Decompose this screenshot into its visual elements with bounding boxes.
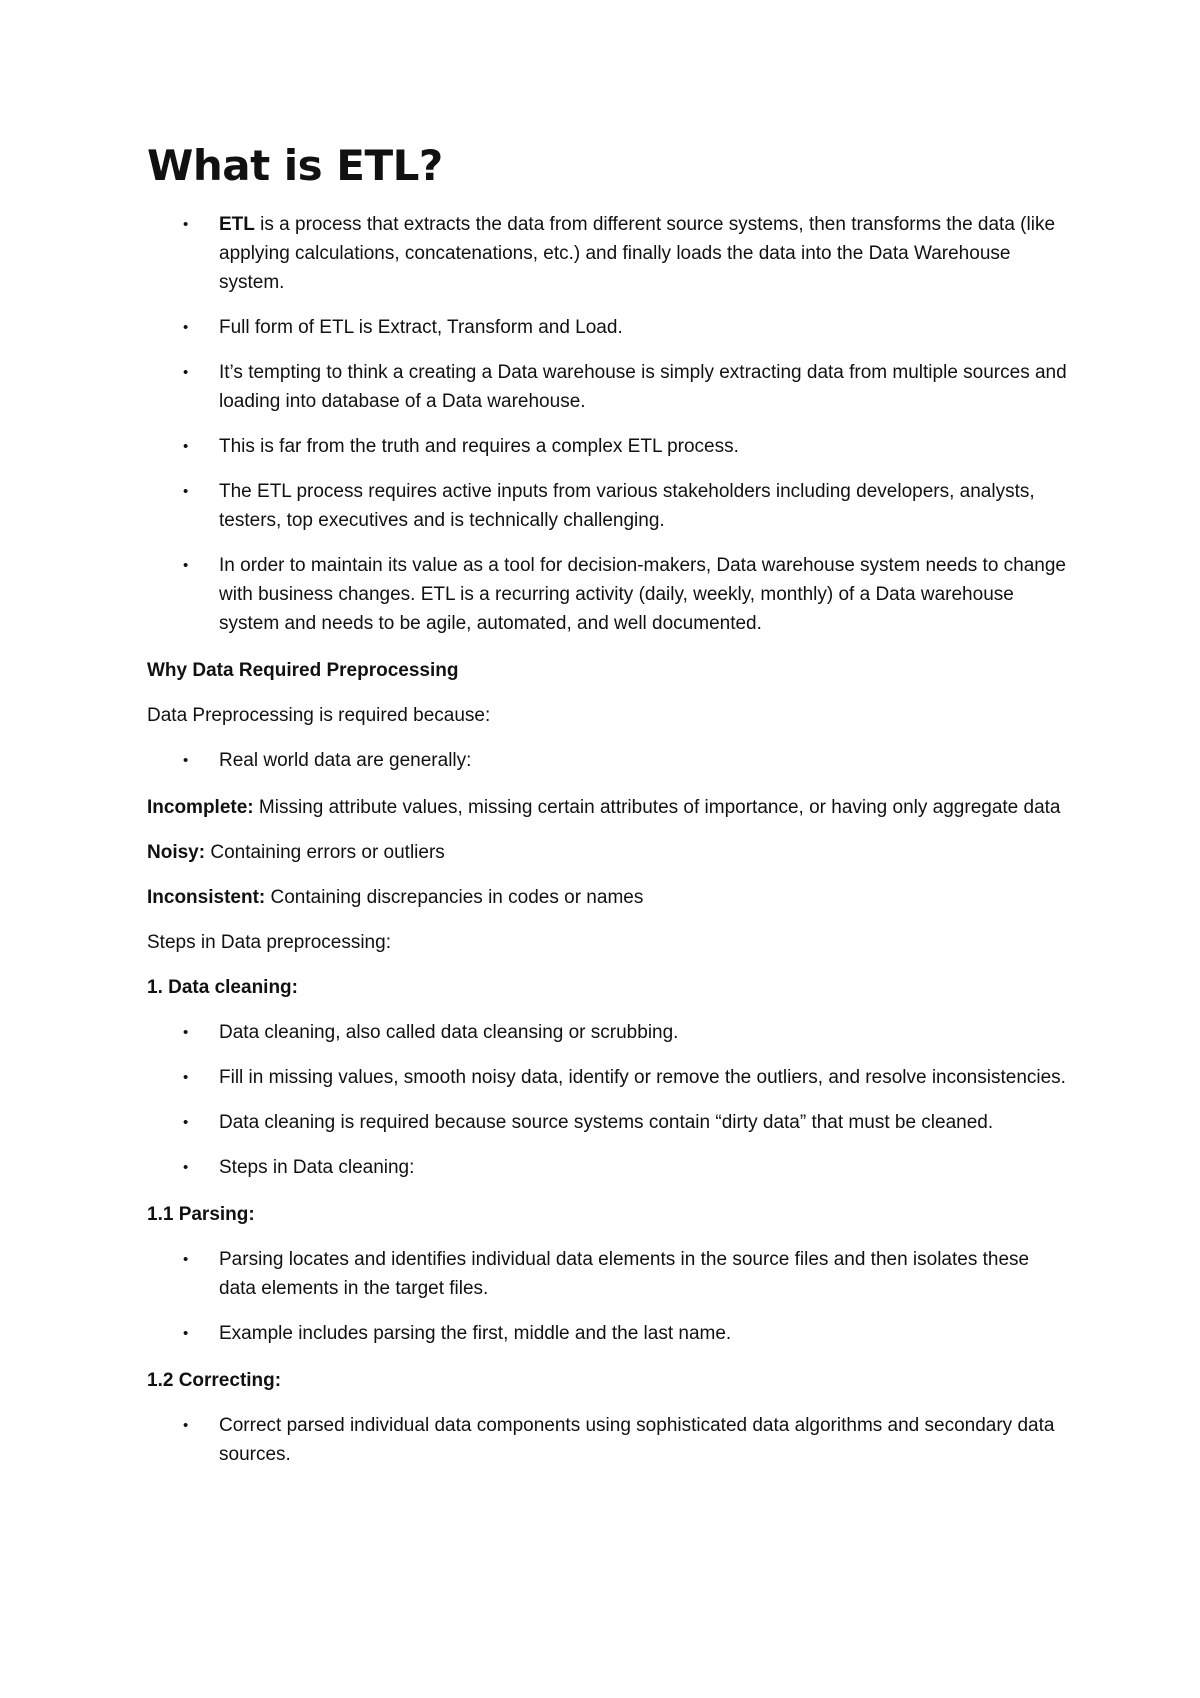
- section-heading-preprocessing: Why Data Required Preprocessing: [147, 660, 459, 681]
- list-item: [147, 551, 1067, 638]
- list-item: • Fill in missing values, smooth noisy data, identify or remove the outliers, and resolve inconsistencies.: [147, 1063, 1067, 1092]
- list-item: [147, 477, 1067, 535]
- list-item: [147, 432, 1067, 461]
- preprocessing-bullet-list: [147, 746, 1067, 775]
- definition-term: Incomplete:: [147, 797, 254, 818]
- list-item: • Parsing locates and identifies individual data elements in the source files and then isolates these data elements in the target files.: [147, 1245, 1067, 1303]
- section-heading-parsing: 1.1 Parsing:: [147, 1204, 255, 1225]
- document-page: [147, 138, 1067, 1487]
- list-item: • Steps in Data cleaning:: [147, 1153, 1067, 1182]
- list-item: • Data cleaning, also called data cleansing or scrubbing.: [147, 1018, 1067, 1047]
- definition-incomplete: [147, 793, 1067, 822]
- bullet-text: It’s tempting to think a creating a Data warehouse is simply extracting data from multiple sources and loading into database of a Data warehouse.: [219, 362, 1067, 412]
- definition-term: Inconsistent:: [147, 887, 266, 908]
- section-heading-data-cleaning: 1. Data cleaning:: [147, 977, 298, 998]
- cleaning-bullet-list: [147, 1018, 1067, 1182]
- correcting-bullet-list: [147, 1411, 1067, 1469]
- bullet-text: Full form of ETL is Extract, Transform and Load.: [219, 317, 623, 338]
- preprocessing-intro: Data Preprocessing is required because:: [147, 705, 491, 726]
- parsing-bullet-list: [147, 1245, 1067, 1348]
- bullet-lead: ETL: [219, 214, 255, 235]
- definition-text: Containing discrepancies in codes or names: [265, 887, 644, 908]
- page-title: What is ETL?: [147, 141, 443, 190]
- list-item: [147, 358, 1067, 416]
- section-heading-correcting: 1.2 Correcting:: [147, 1370, 282, 1391]
- bullet-text: In order to maintain its value as a tool for decision-makers, Data warehouse system needs to change with business changes. ETL is a recurring activity (daily, weekly, monthly) of a Data warehouse system and needs to be agile, automated, and well documented.: [219, 555, 1066, 634]
- definition-noisy: [147, 838, 1067, 867]
- list-item: [147, 313, 1067, 342]
- list-item: • Real world data are generally:: [147, 746, 1067, 775]
- list-item: • Example includes parsing the first, middle and the last name.: [147, 1319, 1067, 1348]
- definition-term: Noisy:: [147, 842, 206, 863]
- bullet-text: The ETL process requires active inputs from various stakeholders including developers, analysts, testers, top executives and is technically challenging.: [219, 481, 1035, 531]
- list-item: • Correct parsed individual data components using sophisticated data algorithms and secondary data sources.: [147, 1411, 1067, 1469]
- list-item: • Data cleaning is required because source systems contain “dirty data” that must be cleaned.: [147, 1108, 1067, 1137]
- steps-intro: Steps in Data preprocessing:: [147, 932, 391, 953]
- bullet-text: This is far from the truth and requires a complex ETL process.: [219, 436, 739, 457]
- etl-bullet-list: [147, 210, 1067, 638]
- list-item: [147, 210, 1067, 297]
- definition-text: Missing attribute values, missing certain attributes of importance, or having only aggregate data: [253, 797, 1061, 818]
- definition-text: Containing errors or outliers: [205, 842, 445, 863]
- definition-inconsistent: [147, 883, 1067, 912]
- bullet-text: is a process that extracts the data from different source systems, then transforms the data (like applying calculations, concatenations, etc.) and finally loads the data into the Data Warehouse system.: [219, 214, 1056, 293]
